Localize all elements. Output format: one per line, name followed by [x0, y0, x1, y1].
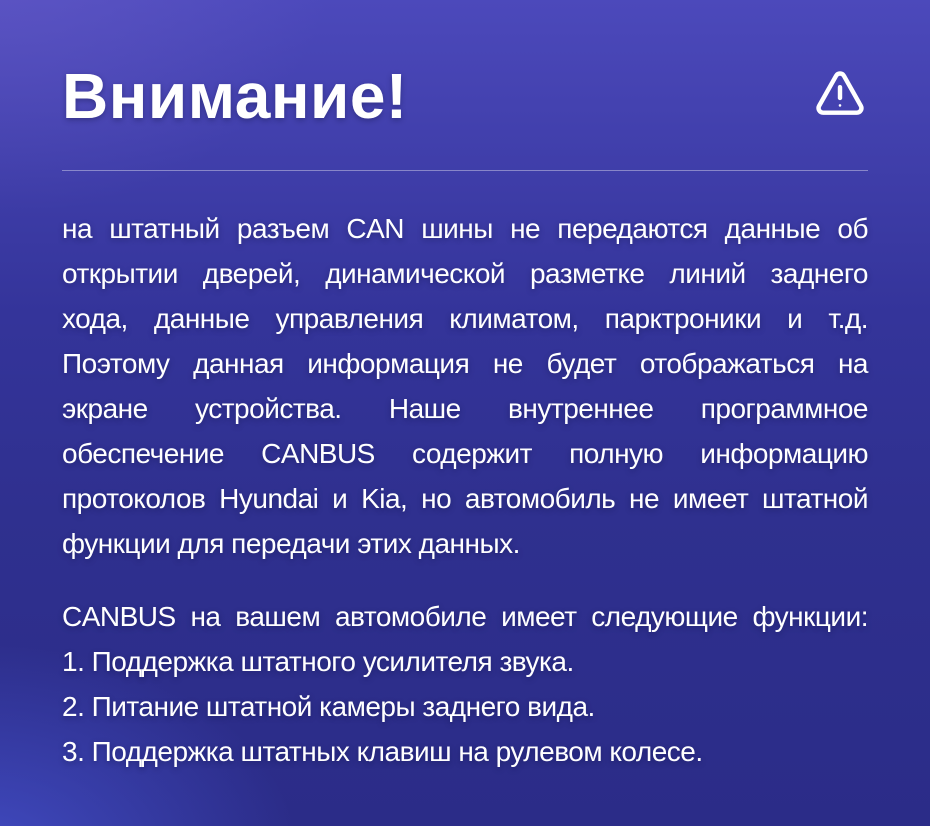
feature-list-item: 3. Поддержка штатных клавиш на рулевом колесе.	[62, 736, 703, 767]
feature-list-item: 1. Поддержка штатного усилителя звука.	[62, 646, 574, 677]
features-heading: CANBUS на вашем автомобиле имеет следующие функции:	[62, 601, 868, 632]
warning-triangle-icon	[812, 66, 868, 122]
paragraph-line: экране устройства. Наше внутреннее программное	[62, 393, 868, 424]
paragraph-line: функции для передачи этих данных.	[62, 528, 520, 559]
paragraph-line: хода, данные управления климатом, парктроники и т.д.	[62, 303, 868, 334]
page-title: Внимание!	[62, 60, 408, 132]
paragraph-line: открытии дверей, динамической разметке линий заднего	[62, 258, 868, 289]
paragraph-line: Поэтому данная информация не будет отображаться на	[62, 348, 868, 379]
main-paragraph	[62, 206, 868, 566]
paragraph-line: обеспечение CANBUS содержит полную информацию	[62, 438, 868, 469]
header-divider	[62, 170, 868, 171]
features-section	[62, 594, 868, 774]
paragraph-line: протоколов Hyundai и Kia, но автомобиль не имеет штатной	[62, 483, 868, 514]
feature-list-item: 2. Питание штатной камеры заднего вида.	[62, 691, 595, 722]
paragraph-line: на штатный разъем CAN шины не передаются данные об	[62, 213, 868, 244]
